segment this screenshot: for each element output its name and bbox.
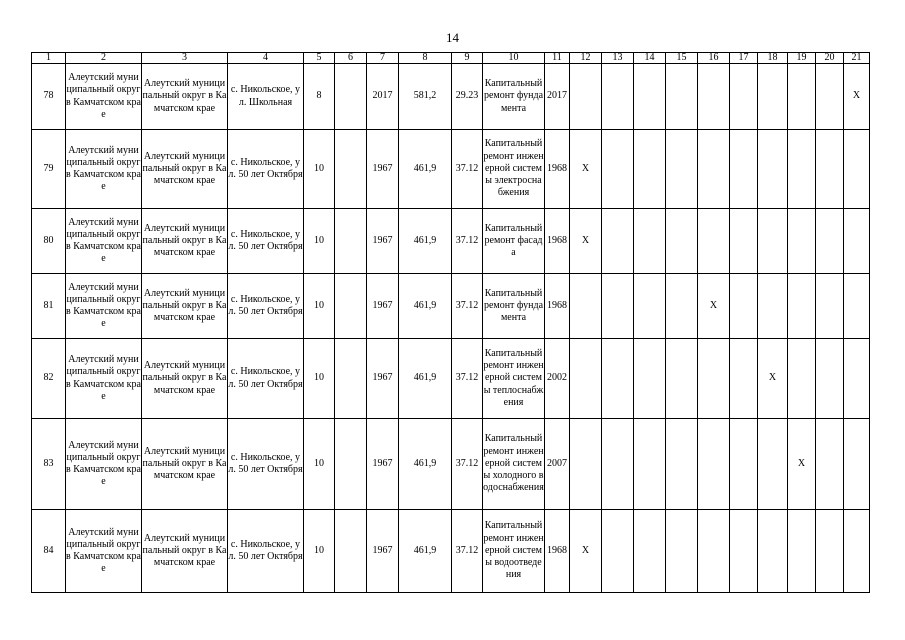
column-number-cell: 10 bbox=[483, 53, 545, 64]
work-type-cell: Капитальный ремонт инженерной системы водоотведения bbox=[483, 510, 545, 593]
mark-cell bbox=[816, 339, 844, 419]
column-number-cell: 16 bbox=[698, 53, 730, 64]
year-cell: 1967 bbox=[367, 130, 399, 209]
area-cell: 461,9 bbox=[399, 209, 452, 274]
mark-cell: X bbox=[698, 274, 730, 339]
column-number-cell: 15 bbox=[666, 53, 698, 64]
mark-cell bbox=[844, 339, 870, 419]
table-row bbox=[32, 64, 870, 130]
mark-cell bbox=[698, 130, 730, 209]
mark-cell bbox=[698, 510, 730, 593]
column-9-cell: 37.12 bbox=[452, 274, 483, 339]
column-number-cell: 2 bbox=[66, 53, 142, 64]
column-number-cell: 21 bbox=[844, 53, 870, 64]
mark-cell bbox=[634, 274, 666, 339]
column-number-cell: 12 bbox=[570, 53, 602, 64]
row-number-cell: 83 bbox=[32, 419, 66, 510]
mark-cell bbox=[602, 130, 634, 209]
year-cell: 1967 bbox=[367, 274, 399, 339]
repair-year-cell: 1968 bbox=[545, 274, 570, 339]
column-number-cell: 19 bbox=[788, 53, 816, 64]
mark-cell bbox=[602, 209, 634, 274]
table-row bbox=[32, 419, 870, 510]
mark-cell bbox=[570, 339, 602, 419]
row-number-cell: 78 bbox=[32, 64, 66, 130]
mark-cell bbox=[844, 209, 870, 274]
mark-cell bbox=[788, 274, 816, 339]
mark-cell bbox=[634, 419, 666, 510]
mark-cell bbox=[730, 130, 758, 209]
mark-cell: X bbox=[844, 64, 870, 130]
address-cell: с. Никольское, ул. Школьная bbox=[228, 64, 304, 130]
work-type-cell: Капитальный ремонт фасада bbox=[483, 209, 545, 274]
year-cell: 1967 bbox=[367, 419, 399, 510]
mark-cell bbox=[666, 64, 698, 130]
table-row bbox=[32, 510, 870, 593]
column-5-cell: 10 bbox=[304, 510, 335, 593]
mark-cell bbox=[634, 339, 666, 419]
row-number-cell: 82 bbox=[32, 339, 66, 419]
column-number-cell: 3 bbox=[142, 53, 228, 64]
column-6-cell bbox=[335, 339, 367, 419]
mark-cell bbox=[666, 339, 698, 419]
column-5-cell: 10 bbox=[304, 130, 335, 209]
column-number-cell: 7 bbox=[367, 53, 399, 64]
table-row bbox=[32, 209, 870, 274]
area-cell: 581,2 bbox=[399, 64, 452, 130]
mark-cell bbox=[816, 130, 844, 209]
mark-cell bbox=[634, 209, 666, 274]
area-cell: 461,9 bbox=[399, 274, 452, 339]
mark-cell bbox=[666, 419, 698, 510]
mark-cell bbox=[698, 339, 730, 419]
repair-year-cell: 1968 bbox=[545, 209, 570, 274]
municipality-cell: Алеутский муниципальный округ в Камчатском крае bbox=[66, 64, 142, 130]
column-9-cell: 29.23 bbox=[452, 64, 483, 130]
mark-cell: X bbox=[570, 130, 602, 209]
column-6-cell bbox=[335, 419, 367, 510]
area-cell: 461,9 bbox=[399, 419, 452, 510]
page-number: 14 bbox=[446, 30, 459, 45]
mark-cell bbox=[570, 64, 602, 130]
year-cell: 1967 bbox=[367, 510, 399, 593]
mark-cell bbox=[788, 209, 816, 274]
repair-schedule-table bbox=[31, 52, 870, 593]
column-9-cell: 37.12 bbox=[452, 510, 483, 593]
mark-cell bbox=[730, 339, 758, 419]
column-number-cell: 9 bbox=[452, 53, 483, 64]
mark-cell bbox=[730, 274, 758, 339]
mark-cell: X bbox=[788, 419, 816, 510]
mark-cell bbox=[730, 209, 758, 274]
mark-cell bbox=[758, 64, 788, 130]
district-cell: Алеутский муниципальный округ в Камчатском крае bbox=[142, 419, 228, 510]
repair-year-cell: 1968 bbox=[545, 510, 570, 593]
column-number-cell: 14 bbox=[634, 53, 666, 64]
mark-cell bbox=[698, 419, 730, 510]
municipality-cell: Алеутский муниципальный округ в Камчатском крае bbox=[66, 510, 142, 593]
area-cell: 461,9 bbox=[399, 130, 452, 209]
mark-cell bbox=[634, 64, 666, 130]
repair-year-cell: 1968 bbox=[545, 130, 570, 209]
column-6-cell bbox=[335, 510, 367, 593]
column-9-cell: 37.12 bbox=[452, 339, 483, 419]
area-cell: 461,9 bbox=[399, 510, 452, 593]
work-type-cell: Капитальный ремонт фундамента bbox=[483, 64, 545, 130]
row-number-cell: 80 bbox=[32, 209, 66, 274]
mark-cell: X bbox=[570, 209, 602, 274]
mark-cell bbox=[730, 64, 758, 130]
mark-cell bbox=[816, 419, 844, 510]
district-cell: Алеутский муниципальный округ в Камчатском крае bbox=[142, 209, 228, 274]
mark-cell bbox=[816, 209, 844, 274]
mark-cell bbox=[816, 510, 844, 593]
table-body bbox=[32, 53, 870, 593]
column-number-cell: 1 bbox=[32, 53, 66, 64]
column-number-cell: 11 bbox=[545, 53, 570, 64]
column-9-cell: 37.12 bbox=[452, 419, 483, 510]
year-cell: 1967 bbox=[367, 209, 399, 274]
column-number-cell: 20 bbox=[816, 53, 844, 64]
column-number-row bbox=[32, 53, 870, 64]
mark-cell bbox=[602, 64, 634, 130]
mark-cell bbox=[602, 339, 634, 419]
mark-cell bbox=[570, 419, 602, 510]
table-row bbox=[32, 274, 870, 339]
mark-cell bbox=[730, 510, 758, 593]
mark-cell bbox=[758, 130, 788, 209]
column-5-cell: 10 bbox=[304, 209, 335, 274]
mark-cell bbox=[816, 274, 844, 339]
mark-cell bbox=[816, 64, 844, 130]
repair-year-cell: 2002 bbox=[545, 339, 570, 419]
work-type-cell: Капитальный ремонт инженерной системы электроснабжения bbox=[483, 130, 545, 209]
district-cell: Алеутский муниципальный округ в Камчатском крае bbox=[142, 510, 228, 593]
year-cell: 2017 bbox=[367, 64, 399, 130]
column-5-cell: 8 bbox=[304, 64, 335, 130]
column-number-cell: 17 bbox=[730, 53, 758, 64]
mark-cell bbox=[758, 510, 788, 593]
municipality-cell: Алеутский муниципальный округ в Камчатском крае bbox=[66, 130, 142, 209]
address-cell: с. Никольское, ул. 50 лет Октября bbox=[228, 510, 304, 593]
mark-cell bbox=[634, 130, 666, 209]
mark-cell bbox=[758, 274, 788, 339]
municipality-cell: Алеутский муниципальный округ в Камчатском крае bbox=[66, 274, 142, 339]
mark-cell bbox=[844, 274, 870, 339]
column-9-cell: 37.12 bbox=[452, 209, 483, 274]
row-number-cell: 84 bbox=[32, 510, 66, 593]
column-5-cell: 10 bbox=[304, 339, 335, 419]
area-cell: 461,9 bbox=[399, 339, 452, 419]
column-number-cell: 13 bbox=[602, 53, 634, 64]
mark-cell bbox=[666, 209, 698, 274]
repair-year-cell: 2007 bbox=[545, 419, 570, 510]
mark-cell bbox=[666, 130, 698, 209]
district-cell: Алеутский муниципальный округ в Камчатском крае bbox=[142, 64, 228, 130]
work-type-cell: Капитальный ремонт фундамента bbox=[483, 274, 545, 339]
mark-cell: X bbox=[758, 339, 788, 419]
mark-cell bbox=[602, 510, 634, 593]
mark-cell bbox=[788, 510, 816, 593]
district-cell: Алеутский муниципальный округ в Камчатском крае bbox=[142, 274, 228, 339]
mark-cell bbox=[788, 130, 816, 209]
column-number-cell: 5 bbox=[304, 53, 335, 64]
mark-cell bbox=[602, 419, 634, 510]
work-type-cell: Капитальный ремонт инженерной системы теплоснабжения bbox=[483, 339, 545, 419]
column-5-cell: 10 bbox=[304, 419, 335, 510]
address-cell: с. Никольское, ул. 50 лет Октября bbox=[228, 274, 304, 339]
mark-cell bbox=[844, 510, 870, 593]
column-6-cell bbox=[335, 209, 367, 274]
column-9-cell: 37.12 bbox=[452, 130, 483, 209]
column-5-cell: 10 bbox=[304, 274, 335, 339]
district-cell: Алеутский муниципальный округ в Камчатском крае bbox=[142, 130, 228, 209]
municipality-cell: Алеутский муниципальный округ в Камчатском крае bbox=[66, 339, 142, 419]
municipality-cell: Алеутский муниципальный округ в Камчатском крае bbox=[66, 419, 142, 510]
address-cell: с. Никольское, ул. 50 лет Октября bbox=[228, 209, 304, 274]
mark-cell bbox=[666, 274, 698, 339]
column-6-cell bbox=[335, 130, 367, 209]
column-number-cell: 6 bbox=[335, 53, 367, 64]
repair-year-cell: 2017 bbox=[545, 64, 570, 130]
table-row bbox=[32, 339, 870, 419]
mark-cell bbox=[788, 64, 816, 130]
address-cell: с. Никольское, ул. 50 лет Октября bbox=[228, 130, 304, 209]
district-cell: Алеутский муниципальный округ в Камчатском крае bbox=[142, 339, 228, 419]
mark-cell bbox=[844, 419, 870, 510]
mark-cell: X bbox=[570, 510, 602, 593]
year-cell: 1967 bbox=[367, 339, 399, 419]
column-number-cell: 8 bbox=[399, 53, 452, 64]
column-6-cell bbox=[335, 64, 367, 130]
mark-cell bbox=[730, 419, 758, 510]
address-cell: с. Никольское, ул. 50 лет Октября bbox=[228, 419, 304, 510]
work-type-cell: Капитальный ремонт инженерной системы холодного водоснабжения bbox=[483, 419, 545, 510]
mark-cell bbox=[844, 130, 870, 209]
mark-cell bbox=[634, 510, 666, 593]
mark-cell bbox=[666, 510, 698, 593]
column-6-cell bbox=[335, 274, 367, 339]
row-number-cell: 81 bbox=[32, 274, 66, 339]
column-number-cell: 4 bbox=[228, 53, 304, 64]
address-cell: с. Никольское, ул. 50 лет Октября bbox=[228, 339, 304, 419]
mark-cell bbox=[788, 339, 816, 419]
table-row bbox=[32, 130, 870, 209]
municipality-cell: Алеутский муниципальный округ в Камчатском крае bbox=[66, 209, 142, 274]
mark-cell bbox=[698, 64, 730, 130]
mark-cell bbox=[570, 274, 602, 339]
mark-cell bbox=[602, 274, 634, 339]
row-number-cell: 79 bbox=[32, 130, 66, 209]
mark-cell bbox=[758, 209, 788, 274]
mark-cell bbox=[758, 419, 788, 510]
mark-cell bbox=[698, 209, 730, 274]
column-number-cell: 18 bbox=[758, 53, 788, 64]
